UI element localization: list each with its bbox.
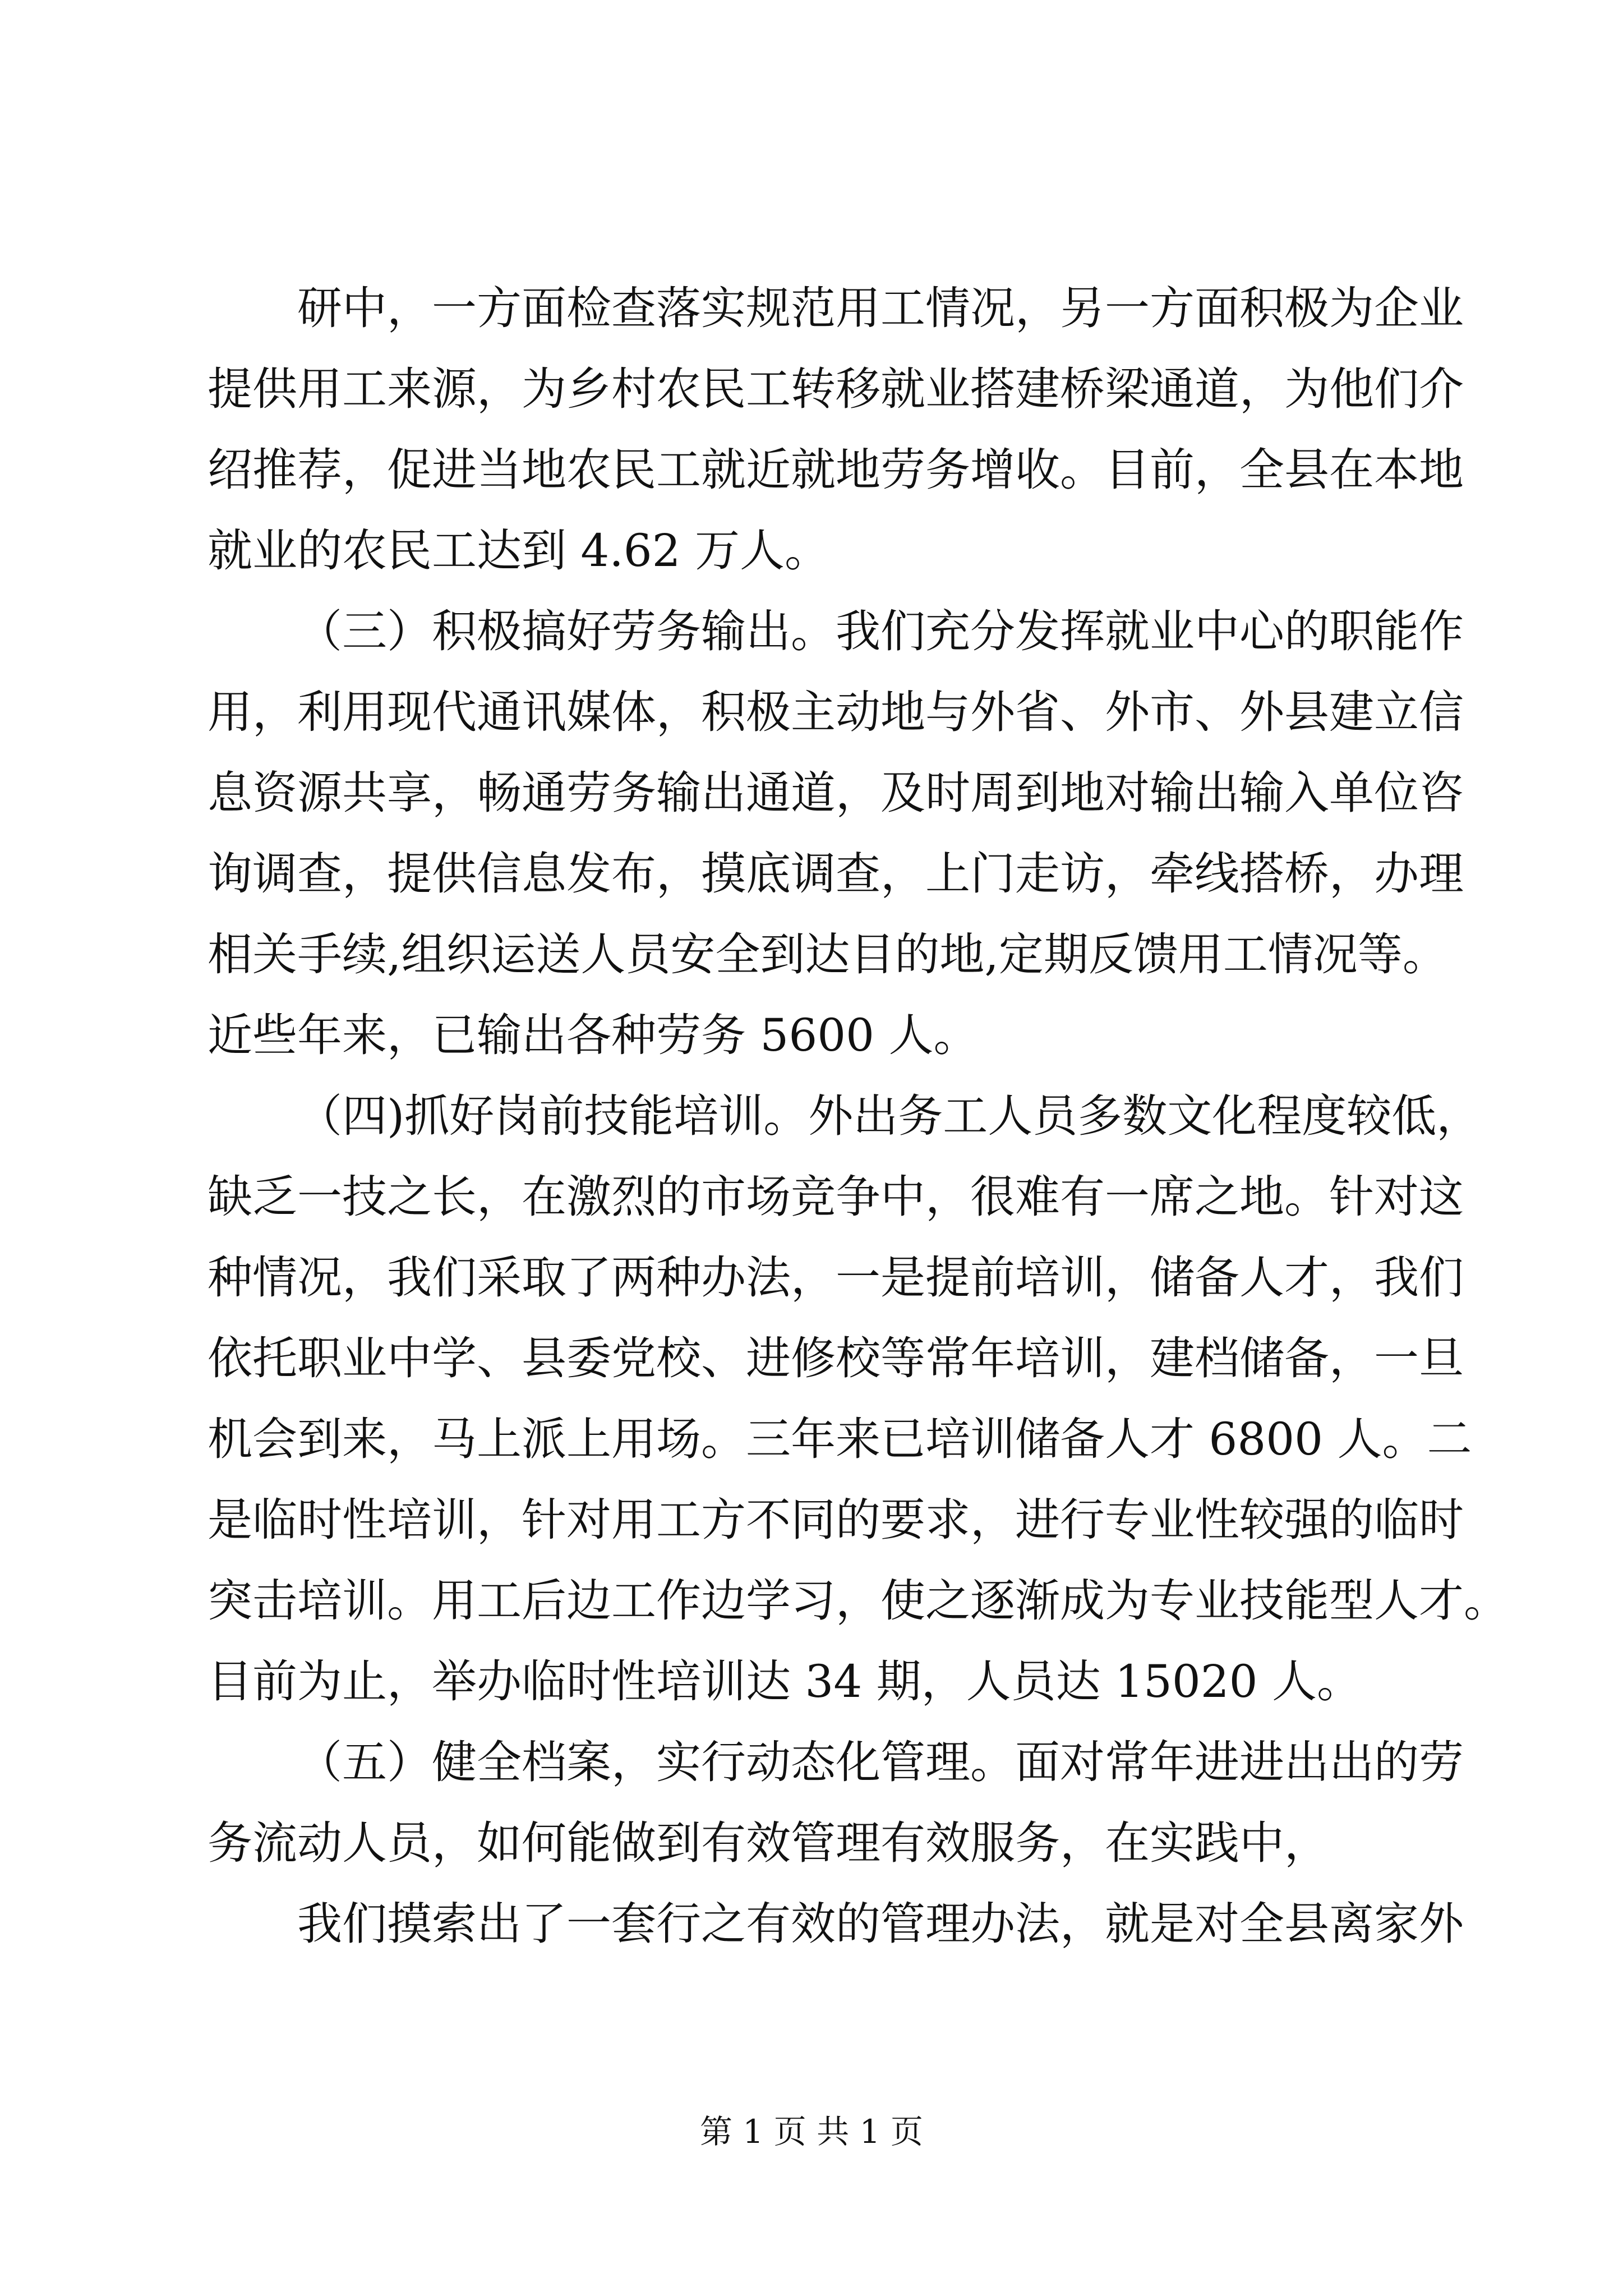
text-line — [0, 1250, 1623, 1306]
text-line — [0, 442, 1623, 498]
text-line-content: 用，利用现代通讯媒体，积极主动地与外省、外市、外县建立信 — [208, 686, 1464, 738]
text-line-content: 询调查，提供信息发布，摸底调查，上门走访，牵线搭桥，办理 — [208, 848, 1464, 900]
text-line-content: 是临时性培训，针对用工方不同的要求，进行专业性较强的临时 — [208, 1494, 1464, 1546]
text-line-content: 提供用工来源，为乡村农民工转移就业搭建桥梁通道，为他们介 — [208, 363, 1464, 415]
text-line-content: （三）积极搞好劳务输出。我们充分发挥就业中心的职能作 — [297, 605, 1464, 657]
text-line-content: 务流动人员，如何能做到有效管理有效服务，在实践中， — [208, 1817, 1329, 1869]
text-line — [0, 1492, 1623, 1548]
text-line — [0, 927, 1623, 983]
text-line — [0, 1411, 1623, 1467]
text-line-content: 绍推荐，促进当地农民工就近就地劳务增收。目前，全县在本地 — [208, 444, 1464, 496]
text-line-content: （五）健全档案，实行动态化管理。面对常年进进出出的劳 — [297, 1736, 1464, 1788]
text-line-content: 突击培训。用工后边工作边学习，使之逐渐成为专业技能型人才。 — [208, 1575, 1509, 1627]
text-line — [0, 280, 1623, 337]
text-line — [0, 361, 1623, 417]
text-line — [0, 1007, 1623, 1064]
text-line — [0, 684, 1623, 740]
page-number-label: 第 1 页 共 1 页 — [700, 2113, 923, 2151]
text-line-content: 研中，一方面检查落实规范用工情况，另一方面积极为企业 — [297, 282, 1464, 334]
text-line-content: 机会到来，马上派上用场。三年来已培训储备人才 6800 人。二 — [208, 1413, 1472, 1465]
text-line — [0, 1088, 1623, 1144]
text-line — [0, 604, 1623, 660]
text-line — [0, 523, 1623, 579]
text-line-content: 缺乏一技之长，在激烈的市场竞争中，很难有一席之地。针对这 — [208, 1171, 1464, 1223]
text-line — [0, 1654, 1623, 1710]
text-line-content: 目前为止，举办临时性培训达 34 期，人员达 15020 人。 — [208, 1655, 1362, 1708]
text-line-content: 近些年来，已输出各种劳务 5600 人。 — [208, 1009, 979, 1061]
text-line — [0, 1815, 1623, 1871]
text-line — [0, 1331, 1623, 1387]
text-line-content: 种情况，我们采取了两种办法，一是提前培训，储备人才，我们 — [208, 1251, 1464, 1304]
text-line — [0, 1573, 1623, 1629]
text-line-content: （四)抓好岗前技能培训。外出务工人员多数文化程度较低， — [297, 1090, 1482, 1142]
page-footer — [0, 2109, 1623, 2154]
text-line-content: 息资源共享，畅通劳务输出通道，及时周到地对输出输入单位咨 — [208, 767, 1464, 819]
text-line — [0, 765, 1623, 821]
text-line — [0, 1734, 1623, 1791]
text-line — [0, 1896, 1623, 1952]
text-line-content: 依托职业中学、县委党校、进修校等常年培训，建档储备，一旦 — [208, 1332, 1464, 1384]
text-line-content: 就业的农民工达到 4.62 万人。 — [208, 524, 829, 577]
text-line — [0, 1169, 1623, 1225]
text-line-content: 相关手续,组织运送人员安全到达目的地,定期反馈用工情况等。 — [208, 928, 1447, 981]
text-line — [0, 846, 1623, 902]
text-line-content: 我们摸索出了一套行之有效的管理办法，就是对全县离家外 — [297, 1898, 1464, 1950]
